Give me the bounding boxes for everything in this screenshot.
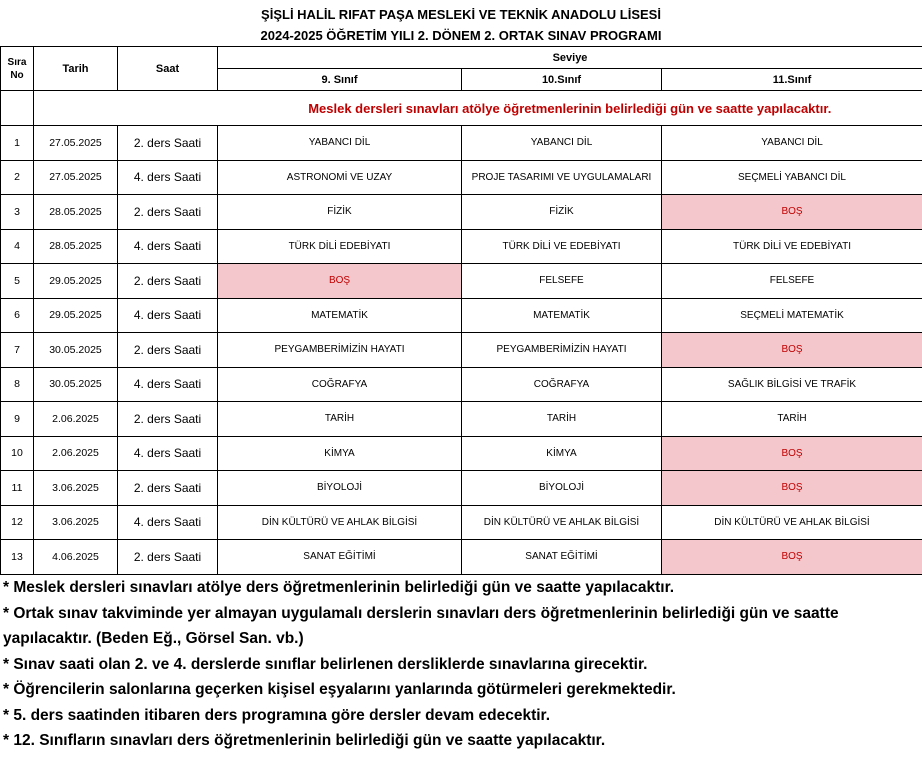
footnote: * Sınav saati olan 2. ve 4. derslerde sınıflar belirlenen dersliklerde sınavlarına girecektir. bbox=[3, 655, 648, 673]
row-grade-9-subject: TÜRK DİLİ EDEBİYATI bbox=[218, 229, 462, 264]
row-grade-11-subject: SEÇMELİ MATEMATİK bbox=[662, 298, 922, 333]
row-grade-10-subject: DİN KÜLTÜRÜ VE AHLAK BİLGİSİ bbox=[462, 505, 662, 540]
row-grade-11-subject: BOŞ bbox=[662, 540, 922, 575]
row-grade-10-subject: PEYGAMBERİMİZİN HAYATI bbox=[462, 333, 662, 368]
table-row bbox=[1, 264, 922, 299]
row-grade-9-subject: COĞRAFYA bbox=[218, 367, 462, 402]
vocational-note: Meslek dersleri sınavları atölye öğretmenlerinin belirlediği gün ve saatte yapılacaktır. bbox=[218, 91, 922, 126]
row-date: 27.05.2025 bbox=[34, 160, 118, 195]
header-level: Seviye bbox=[218, 47, 922, 69]
footnote: * Meslek dersleri sınavları atölye ders öğretmenlerinin belirlediği gün ve saatte yapılacaktır. bbox=[3, 579, 675, 596]
note-spacer bbox=[34, 91, 218, 126]
row-grade-10-subject: MATEMATİK bbox=[462, 298, 662, 333]
row-date: 4.06.2025 bbox=[34, 540, 118, 575]
row-date: 28.05.2025 bbox=[34, 229, 118, 264]
row-grade-9-subject: TARİH bbox=[218, 402, 462, 437]
table-row bbox=[1, 367, 922, 402]
table-row bbox=[1, 298, 922, 333]
row-date: 3.06.2025 bbox=[34, 505, 118, 540]
row-date: 28.05.2025 bbox=[34, 195, 118, 230]
row-date: 30.05.2025 bbox=[34, 333, 118, 368]
row-grade-11-subject: TÜRK DİLİ VE EDEBİYATI bbox=[662, 229, 922, 264]
row-grade-9-subject: KİMYA bbox=[218, 436, 462, 471]
table-row bbox=[1, 126, 922, 161]
row-grade-11-subject: BOŞ bbox=[662, 436, 922, 471]
row-hour: 4. ders Saati bbox=[118, 298, 218, 333]
table-row bbox=[1, 436, 922, 471]
row-hour: 2. ders Saati bbox=[118, 402, 218, 437]
footnote: * Ortak sınav takviminde yer almayan uygulamalı derslerin sınavları ders öğretmenlerinin belirlediği gün ve saatte yapılacaktır. (Beden Eğ., Görsel San. vb.) bbox=[3, 604, 839, 647]
row-grade-9-subject: ASTRONOMİ VE UZAY bbox=[218, 160, 462, 195]
row-grade-9-subject: MATEMATİK bbox=[218, 298, 462, 333]
table-row bbox=[1, 160, 922, 195]
row-number: 5 bbox=[1, 264, 34, 299]
row-number: 1 bbox=[1, 126, 34, 161]
row-grade-9-subject: SANAT EĞİTİMİ bbox=[218, 540, 462, 575]
row-grade-9-subject: FİZİK bbox=[218, 195, 462, 230]
row-grade-10-subject: BİYOLOJİ bbox=[462, 471, 662, 506]
footnote: * 5. ders saatinden itibaren ders programına göre dersler devam edecektir. bbox=[3, 706, 551, 724]
row-grade-11-subject: DİN KÜLTÜRÜ VE AHLAK BİLGİSİ bbox=[662, 505, 922, 540]
row-hour: 2. ders Saati bbox=[118, 264, 218, 299]
table-row bbox=[1, 505, 922, 540]
row-number: 4 bbox=[1, 229, 34, 264]
note-spacer-no bbox=[1, 91, 34, 126]
row-hour: 2. ders Saati bbox=[118, 540, 218, 575]
row-grade-11-subject: BOŞ bbox=[662, 195, 922, 230]
footnotes bbox=[3, 575, 919, 754]
row-date: 30.05.2025 bbox=[34, 367, 118, 402]
header-no: Sıra No bbox=[1, 47, 34, 91]
row-number: 13 bbox=[1, 540, 34, 575]
row-date: 2.06.2025 bbox=[34, 402, 118, 437]
table-row bbox=[1, 402, 922, 437]
row-grade-11-subject: BOŞ bbox=[662, 471, 922, 506]
row-number: 12 bbox=[1, 505, 34, 540]
row-hour: 4. ders Saati bbox=[118, 229, 218, 264]
table-row bbox=[1, 229, 922, 264]
row-grade-11-subject: BOŞ bbox=[662, 333, 922, 368]
header-hour: Saat bbox=[118, 47, 218, 91]
row-hour: 4. ders Saati bbox=[118, 367, 218, 402]
row-grade-10-subject: FİZİK bbox=[462, 195, 662, 230]
row-hour: 2. ders Saati bbox=[118, 471, 218, 506]
row-date: 3.06.2025 bbox=[34, 471, 118, 506]
row-number: 3 bbox=[1, 195, 34, 230]
footnote: * Öğrencilerin salonlarına geçerken kişisel eşyalarını yanlarında götürmeleri gerekmektedir. bbox=[3, 681, 676, 698]
footnote: * 12. Sınıfların sınavları ders öğretmenlerinin belirlediği gün ve saatte yapılacaktır. bbox=[3, 732, 606, 749]
row-grade-10-subject: TARİH bbox=[462, 402, 662, 437]
table-row bbox=[1, 333, 922, 368]
row-grade-10-subject: YABANCI DİL bbox=[462, 126, 662, 161]
row-hour: 4. ders Saati bbox=[118, 160, 218, 195]
row-number: 9 bbox=[1, 402, 34, 437]
row-grade-9-subject: BOŞ bbox=[218, 264, 462, 299]
row-number: 6 bbox=[1, 298, 34, 333]
row-hour: 4. ders Saati bbox=[118, 436, 218, 471]
row-number: 7 bbox=[1, 333, 34, 368]
row-number: 11 bbox=[1, 471, 34, 506]
school-title: ŞİŞLİ HALİL RIFAT PAŞA MESLEKİ VE TEKNİK ANADOLU LİSESİ bbox=[261, 7, 661, 22]
row-grade-9-subject: BİYOLOJİ bbox=[218, 471, 462, 506]
row-grade-10-subject: PROJE TASARIMI VE UYGULAMALARI bbox=[462, 160, 662, 195]
row-grade-10-subject: KİMYA bbox=[462, 436, 662, 471]
row-date: 29.05.2025 bbox=[34, 264, 118, 299]
header-date: Tarih bbox=[34, 47, 118, 91]
table-row bbox=[1, 540, 922, 575]
header-grade-10: 10.Sınıf bbox=[462, 69, 662, 91]
row-grade-9-subject: PEYGAMBERİMİZİN HAYATI bbox=[218, 333, 462, 368]
row-grade-10-subject: TÜRK DİLİ VE EDEBİYATI bbox=[462, 229, 662, 264]
row-grade-11-subject: SEÇMELİ YABANCI DİL bbox=[662, 160, 922, 195]
row-grade-11-subject: FELSEFE bbox=[662, 264, 922, 299]
row-grade-11-subject: TARİH bbox=[662, 402, 922, 437]
header-grade-9: 9. Sınıf bbox=[218, 69, 462, 91]
row-date: 29.05.2025 bbox=[34, 298, 118, 333]
header-grade-11: 11.Sınıf bbox=[662, 69, 922, 91]
row-date: 27.05.2025 bbox=[34, 126, 118, 161]
row-grade-9-subject: YABANCI DİL bbox=[218, 126, 462, 161]
program-title: 2024-2025 ÖĞRETİM YILI 2. DÖNEM 2. ORTAK SINAV PROGRAMI bbox=[260, 28, 662, 43]
row-hour: 2. ders Saati bbox=[118, 126, 218, 161]
row-number: 8 bbox=[1, 367, 34, 402]
row-grade-10-subject: COĞRAFYA bbox=[462, 367, 662, 402]
row-hour: 4. ders Saati bbox=[118, 505, 218, 540]
table-row bbox=[1, 195, 922, 230]
row-grade-10-subject: SANAT EĞİTİMİ bbox=[462, 540, 662, 575]
row-hour: 2. ders Saati bbox=[118, 195, 218, 230]
row-grade-10-subject: FELSEFE bbox=[462, 264, 662, 299]
row-number: 10 bbox=[1, 436, 34, 471]
exam-schedule-table bbox=[0, 46, 922, 575]
row-number: 2 bbox=[1, 160, 34, 195]
row-grade-9-subject: DİN KÜLTÜRÜ VE AHLAK BİLGİSİ bbox=[218, 505, 462, 540]
row-hour: 2. ders Saati bbox=[118, 333, 218, 368]
row-grade-11-subject: YABANCI DİL bbox=[662, 126, 922, 161]
row-grade-11-subject: SAĞLIK BİLGİSİ VE TRAFİK bbox=[662, 367, 922, 402]
row-date: 2.06.2025 bbox=[34, 436, 118, 471]
table-row bbox=[1, 471, 922, 506]
